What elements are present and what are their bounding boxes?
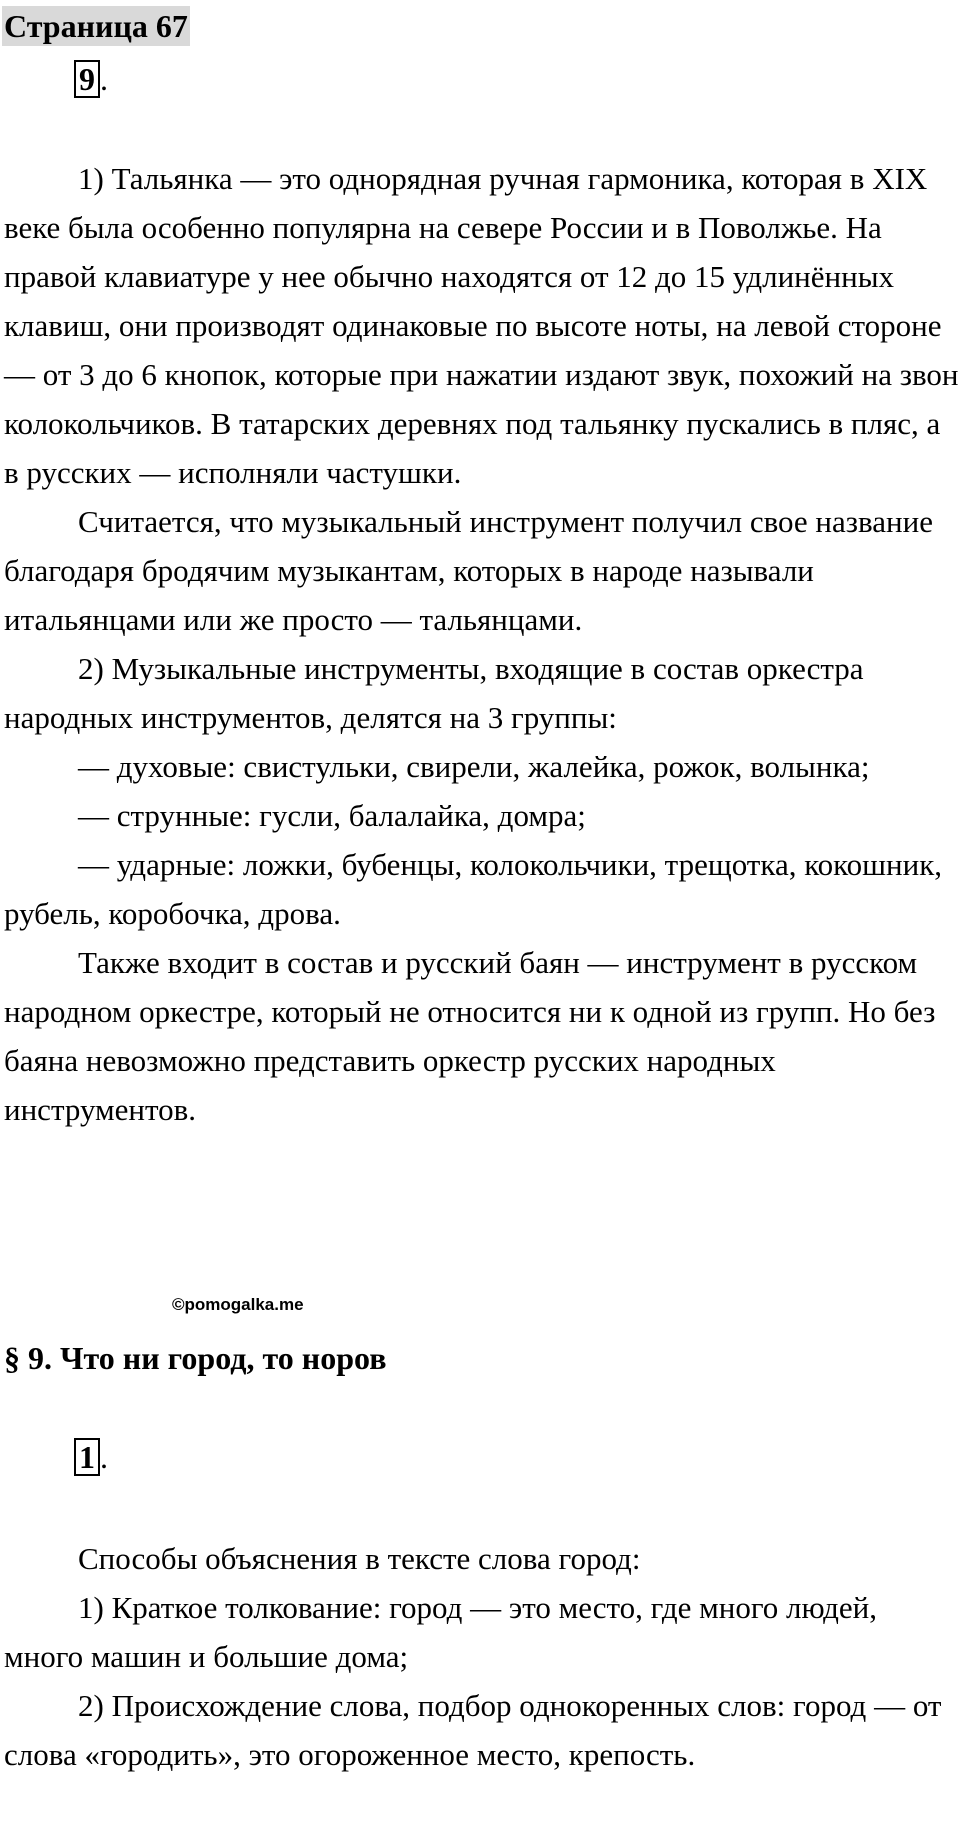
task-number-box: 1 xyxy=(74,1438,100,1476)
task-number-box: 9 xyxy=(74,60,100,98)
page-title: Страница 67 xyxy=(4,8,188,44)
task-number-dot: . xyxy=(100,1439,108,1475)
answer-paragraph: Считается, что музыкальный инструмент получил свое название благодаря бродячим музыкантам, которых в народе называли итальянцами или же просто — тальянцами. xyxy=(4,504,933,637)
task-9-answer xyxy=(4,154,960,1134)
answer-list-item: — ударные: ложки, бубенцы, колокольчики, трещотка, кокошник, рубель, коробочка, дрова. xyxy=(4,847,943,931)
answer-paragraph: Также входит в состав и русский баян — инструмент в русском народном оркестре, который не относится ни к одной из групп. Но без баяна невозможно представить оркестр русских народных инструментов. xyxy=(4,945,936,1127)
answer-list-item: 1) Краткое толкование: город — это место, где много людей, много машин и большие дома; xyxy=(4,1590,877,1674)
answer-paragraph: 2) Музыкальные инструменты, входящие в состав оркестра народных инструментов, делятся на 3 группы: xyxy=(4,651,864,735)
answer-list-item: 2) Происхождение слова, подбор однокоренных слов: город — от слова «городить», это огороженное место, крепость. xyxy=(4,1688,942,1772)
task-1-answer xyxy=(4,1534,960,1779)
answer-list-item: — струнные: гусли, балалайка, домра; xyxy=(78,798,586,833)
task-number-dot: . xyxy=(100,61,108,97)
answer-paragraph: Способы объяснения в тексте слова город: xyxy=(78,1541,641,1576)
task-number-1 xyxy=(74,1438,108,1474)
section-heading: § 9. Что ни город, то норов xyxy=(4,1340,387,1376)
answer-paragraph: 1) Тальянка — это однорядная ручная гармоника, которая в XIX веке была особенно популярна на севере России и в Поволжье. На правой клавиатуре у нее обычно находятся от 12 до 15 удлинённых клавиш, они производят одинаковые по высоте ноты, на левой стороне — от 3 до 6 кнопок, которые при нажатии издают звук, похожий на звон колокольчиков. В татарских деревнях под тальянку пускались в пляс, а в русских — исполняли частушки. xyxy=(4,161,959,490)
answer-list-item: — духовые: свистульки, свирели, жалейка, рожок, волынка; xyxy=(78,749,870,784)
watermark: ©pomogalka.me xyxy=(172,1295,304,1314)
task-number-9 xyxy=(74,60,108,96)
